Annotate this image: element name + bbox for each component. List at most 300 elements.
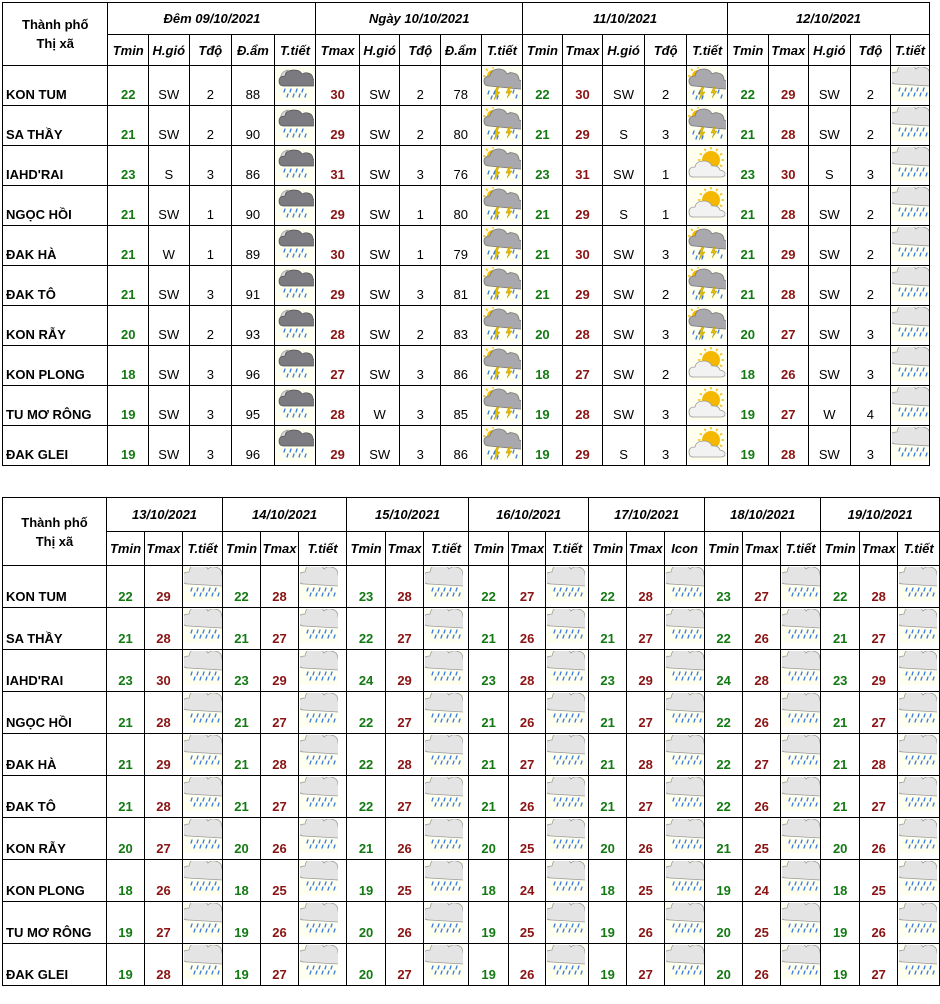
cell-d-am: 89 — [232, 226, 275, 266]
weather-rain-icon — [546, 944, 589, 986]
table-row — [3, 902, 940, 944]
cell-tmin: 23 — [107, 650, 145, 692]
cell-tmax: 27 — [261, 944, 299, 986]
weather-rain-icon — [665, 818, 705, 860]
cell-tdo: 3 — [400, 266, 441, 306]
weather-rain-icon — [665, 608, 705, 650]
cell-h-gio: SW — [603, 306, 645, 346]
cell-h-gio: S — [603, 426, 645, 466]
table-row — [3, 386, 930, 426]
cell-tdo: 2 — [189, 106, 232, 146]
weather-rain-icon — [665, 566, 705, 608]
cell-tmin: 22 — [347, 608, 386, 650]
cell-d-am: 83 — [441, 306, 482, 346]
cell-tmax: 30 — [562, 66, 603, 106]
cell-d-am: 86 — [232, 146, 275, 186]
cell-tmax: 28 — [768, 426, 809, 466]
cell-tdo: 3 — [189, 266, 232, 306]
city-name: ĐAK GLEI — [3, 944, 107, 986]
weather-rain-icon — [424, 734, 469, 776]
weather-rain-icon — [665, 902, 705, 944]
cell-h-gio: SW — [603, 66, 645, 106]
cell-tdo: 1 — [400, 226, 441, 266]
cell-tdo: 3 — [189, 426, 232, 466]
cell-tmin: 24 — [347, 650, 386, 692]
cell-tmin: 19 — [108, 386, 149, 426]
weather-rain-icon — [898, 566, 940, 608]
cell-tmax: 27 — [261, 776, 299, 818]
weather-night-rain-icon — [274, 346, 316, 386]
city-header-line: Thành phố — [22, 17, 89, 32]
table-row — [3, 186, 930, 226]
cell-tmin: 21 — [223, 608, 261, 650]
cell-h-gio: SW — [359, 306, 400, 346]
cell-tmax: 27 — [627, 692, 665, 734]
cell-tdo: 2 — [850, 106, 891, 146]
cell-d-am: 90 — [232, 186, 275, 226]
weather-night-rain-icon — [274, 106, 316, 146]
cell-tmax: 26 — [860, 818, 898, 860]
cell-tmax: 26 — [743, 776, 781, 818]
cell-tmax: 26 — [509, 692, 546, 734]
cell-tmin: 21 — [107, 734, 145, 776]
cell-tmin: 19 — [705, 860, 743, 902]
cell-tmax: 29 — [316, 186, 360, 226]
cell-tmax: 26 — [261, 818, 299, 860]
city-header-line: Thị xã — [35, 533, 74, 549]
cell-tdo: 3 — [400, 386, 441, 426]
weather-rain-icon — [424, 650, 469, 692]
cell-tmin: 19 — [821, 902, 860, 944]
cell-tmin: 21 — [821, 608, 860, 650]
table-row — [3, 146, 930, 186]
cell-tmin: 20 — [727, 306, 768, 346]
cell-tdo: 1 — [189, 226, 232, 266]
cell-tdo: 2 — [850, 266, 891, 306]
weather-rain-icon — [424, 692, 469, 734]
date-header: 17/10/2021 — [589, 498, 705, 532]
date-header: 19/10/2021 — [821, 498, 940, 532]
weather-rain-icon — [299, 734, 347, 776]
cell-tmin: 22 — [523, 66, 563, 106]
cell-tmax: 27 — [627, 608, 665, 650]
cell-tmax: 28 — [145, 692, 183, 734]
cell-tmin: 21 — [523, 106, 563, 146]
cell-tmin: 21 — [589, 692, 627, 734]
cell-tmax: 29 — [768, 66, 809, 106]
cell-tmax: 25 — [386, 860, 424, 902]
weather-rain-icon — [183, 650, 223, 692]
weather-rain-icon — [546, 734, 589, 776]
weather-rain-icon — [546, 776, 589, 818]
weather-rain-icon — [781, 944, 821, 986]
column-header-tmax: Tmax — [316, 35, 360, 66]
cell-tmax: 26 — [768, 346, 809, 386]
weather-rain-icon — [891, 266, 930, 306]
cell-h-gio: SW — [809, 106, 851, 146]
weather-rain-icon — [665, 650, 705, 692]
column-header-tmax: Tmax — [562, 35, 603, 66]
cell-tmax: 26 — [743, 608, 781, 650]
cell-tmin: 21 — [727, 106, 768, 146]
city-name: ĐAK TÔ — [3, 266, 108, 306]
city-name: IAHD'RAI — [3, 650, 107, 692]
weather-thunderstorm-icon — [481, 146, 523, 186]
cell-tmax: 29 — [261, 650, 299, 692]
city-name: ĐAK HÀ — [3, 226, 108, 266]
weather-rain-icon — [546, 566, 589, 608]
cell-tmin: 22 — [705, 776, 743, 818]
weather-rain-icon — [299, 902, 347, 944]
column-header-h-gio: H.gió — [149, 35, 190, 66]
cell-tdo: 3 — [400, 426, 441, 466]
cell-tmax: 26 — [386, 902, 424, 944]
cell-tdo: 2 — [644, 66, 687, 106]
column-header-tmax: Tmax — [509, 532, 546, 566]
weather-rain-icon — [546, 860, 589, 902]
cell-d-am: 96 — [232, 346, 275, 386]
cell-tmax: 28 — [316, 306, 360, 346]
cell-tmax: 26 — [261, 902, 299, 944]
weather-rain-icon — [781, 776, 821, 818]
cell-tmin: 21 — [107, 776, 145, 818]
cell-tdo: 3 — [189, 146, 232, 186]
cell-h-gio: SW — [149, 346, 190, 386]
cell-tdo: 2 — [850, 226, 891, 266]
cell-h-gio: SW — [603, 386, 645, 426]
weather-rain-icon — [299, 650, 347, 692]
weather-rain-icon — [781, 650, 821, 692]
city-name: KON RẪY — [3, 818, 107, 860]
cell-tmin: 21 — [108, 266, 149, 306]
date-header: Đêm 09/10/2021 — [108, 3, 316, 35]
weather-rain-icon — [898, 650, 940, 692]
cell-tmax: 25 — [509, 818, 546, 860]
cell-tmin: 22 — [589, 566, 627, 608]
cell-tmin: 20 — [523, 306, 563, 346]
cell-tmax: 28 — [860, 734, 898, 776]
column-header-tmax: Tmax — [768, 35, 809, 66]
cell-tmax: 30 — [316, 226, 360, 266]
cell-h-gio: SW — [149, 386, 190, 426]
table-row — [3, 426, 930, 466]
cell-h-gio: S — [603, 186, 645, 226]
cell-tmin: 21 — [821, 734, 860, 776]
cell-tmax: 29 — [562, 266, 603, 306]
weather-sun-cloud-icon — [687, 386, 728, 426]
cell-tmax: 28 — [768, 106, 809, 146]
cell-h-gio: SW — [809, 346, 851, 386]
cell-d-am: 88 — [232, 66, 275, 106]
cell-tmax: 28 — [261, 734, 299, 776]
table-row — [3, 106, 930, 146]
cell-d-am: 91 — [232, 266, 275, 306]
weather-rain-icon — [891, 186, 930, 226]
cell-tmin: 21 — [107, 608, 145, 650]
cell-tmin: 18 — [107, 860, 145, 902]
weather-rain-icon — [781, 692, 821, 734]
cell-tdo: 1 — [400, 186, 441, 226]
cell-tmin: 23 — [469, 650, 509, 692]
date-header: 11/10/2021 — [523, 3, 728, 35]
cell-tmax: 27 — [386, 776, 424, 818]
cell-tmax: 27 — [386, 692, 424, 734]
cell-tmax: 25 — [860, 860, 898, 902]
cell-tdo: 3 — [644, 226, 687, 266]
date-header: 16/10/2021 — [469, 498, 589, 532]
cell-tmax: 27 — [768, 306, 809, 346]
cell-tmin: 22 — [705, 692, 743, 734]
cell-tmax: 29 — [316, 426, 360, 466]
weather-rain-icon — [546, 608, 589, 650]
cell-tdo: 2 — [644, 266, 687, 306]
weather-rain-icon — [898, 608, 940, 650]
cell-tmin: 22 — [108, 66, 149, 106]
weather-rain-icon — [546, 818, 589, 860]
cell-tmin: 21 — [469, 776, 509, 818]
cell-d-am: 78 — [441, 66, 482, 106]
cell-h-gio: S — [603, 106, 645, 146]
cell-tmin: 21 — [347, 818, 386, 860]
cell-tmin: 22 — [223, 566, 261, 608]
cell-tdo: 2 — [189, 66, 232, 106]
weather-rain-icon — [781, 902, 821, 944]
column-header-tmax: Tmax — [386, 532, 424, 566]
cell-h-gio: SW — [809, 426, 851, 466]
weather-rain-icon — [665, 692, 705, 734]
column-header-tmax: Tmax — [743, 532, 781, 566]
weather-rain-icon — [424, 818, 469, 860]
weather-rain-icon — [665, 776, 705, 818]
column-header-tdo: Tđộ — [189, 35, 232, 66]
weather-rain-icon — [183, 860, 223, 902]
cell-tmax: 28 — [386, 734, 424, 776]
cell-tmin: 21 — [469, 608, 509, 650]
cell-h-gio: SW — [603, 146, 645, 186]
cell-tmin: 21 — [523, 226, 563, 266]
cell-h-gio: SW — [359, 186, 400, 226]
column-header-t-tiet: T.tiết — [891, 35, 930, 66]
column-header-tmin: Tmin — [821, 532, 860, 566]
cell-tmax: 28 — [261, 566, 299, 608]
column-header-d-am: Đ.ẩm — [441, 35, 482, 66]
cell-tmax: 29 — [316, 106, 360, 146]
cell-tmax: 25 — [627, 860, 665, 902]
cell-tdo: 3 — [400, 146, 441, 186]
weather-rain-icon — [898, 734, 940, 776]
weather-rain-icon — [299, 608, 347, 650]
cell-tmax: 28 — [509, 650, 546, 692]
date-header: Ngày 10/10/2021 — [316, 3, 523, 35]
cell-tmin: 21 — [523, 186, 563, 226]
weather-rain-icon — [898, 776, 940, 818]
cell-tmax: 26 — [145, 860, 183, 902]
cell-tmax: 28 — [627, 734, 665, 776]
cell-tmax: 29 — [562, 426, 603, 466]
weather-rain-icon — [299, 776, 347, 818]
cell-tmin: 21 — [469, 692, 509, 734]
cell-tmax: 25 — [743, 818, 781, 860]
weather-rain-icon — [898, 860, 940, 902]
forecast-table-near-term — [2, 2, 930, 466]
cell-tmin: 18 — [821, 860, 860, 902]
city-name: KON PLONG — [3, 860, 107, 902]
column-header-tmax: Tmax — [860, 532, 898, 566]
cell-tmax: 29 — [316, 266, 360, 306]
cell-tmax: 27 — [743, 734, 781, 776]
column-header-tdo: Tđộ — [850, 35, 891, 66]
weather-thunderstorm-icon — [481, 426, 523, 466]
cell-tmin: 20 — [705, 944, 743, 986]
column-header-t-tiet: T.tiết — [781, 532, 821, 566]
weather-thunderstorm-icon — [481, 306, 523, 346]
cell-tmin: 21 — [107, 692, 145, 734]
weather-night-rain-icon — [274, 146, 316, 186]
cell-tmin: 23 — [108, 146, 149, 186]
cell-tdo: 2 — [644, 346, 687, 386]
table-row — [3, 944, 940, 986]
cell-tmax: 30 — [768, 146, 809, 186]
cell-tdo: 4 — [850, 386, 891, 426]
weather-rain-icon — [891, 146, 930, 186]
cell-tmin: 22 — [347, 734, 386, 776]
cell-tdo: 3 — [644, 426, 687, 466]
cell-d-am: 86 — [441, 426, 482, 466]
weather-rain-icon — [781, 566, 821, 608]
column-header-t-tiet: T.tiết — [183, 532, 223, 566]
cell-tmin: 22 — [727, 66, 768, 106]
weather-rain-icon — [424, 902, 469, 944]
weather-thunderstorm-icon — [481, 106, 523, 146]
table-row — [3, 608, 940, 650]
cell-tmin: 23 — [705, 566, 743, 608]
weather-sun-cloud-icon — [687, 426, 728, 466]
table-row — [3, 860, 940, 902]
cell-h-gio: SW — [149, 186, 190, 226]
cell-d-am: 96 — [232, 426, 275, 466]
cell-tmax: 26 — [743, 692, 781, 734]
weather-sun-cloud-icon — [687, 146, 728, 186]
cell-tmax: 29 — [386, 650, 424, 692]
city-name: IAHD'RAI — [3, 146, 108, 186]
cell-tmin: 23 — [223, 650, 261, 692]
column-header-tmin: Tmin — [107, 532, 145, 566]
column-header-tmin: Tmin — [347, 532, 386, 566]
weather-thunderstorm-icon — [481, 226, 523, 266]
cell-tdo: 3 — [189, 386, 232, 426]
cell-h-gio: SW — [603, 226, 645, 266]
cell-tmax: 26 — [627, 818, 665, 860]
table-row — [3, 692, 940, 734]
weather-rain-icon — [424, 776, 469, 818]
weather-sun-cloud-icon — [687, 346, 728, 386]
cell-tmax: 27 — [562, 346, 603, 386]
cell-tmin: 21 — [727, 186, 768, 226]
weather-rain-icon — [299, 944, 347, 986]
cell-h-gio: SW — [809, 306, 851, 346]
weather-rain-icon — [891, 386, 930, 426]
cell-tmax: 26 — [386, 818, 424, 860]
cell-tmax: 26 — [509, 776, 546, 818]
weather-night-rain-icon — [274, 306, 316, 346]
weather-rain-icon — [424, 860, 469, 902]
cell-tmin: 20 — [223, 818, 261, 860]
cell-tmax: 28 — [316, 386, 360, 426]
cell-tmin: 18 — [727, 346, 768, 386]
weather-rain-icon — [299, 566, 347, 608]
cell-h-gio: SW — [603, 346, 645, 386]
cell-tmax: 24 — [509, 860, 546, 902]
cell-tdo: 2 — [400, 106, 441, 146]
cell-tmin: 21 — [589, 776, 627, 818]
weather-thunderstorm-icon — [687, 306, 728, 346]
cell-tmax: 29 — [768, 226, 809, 266]
cell-tmin: 21 — [727, 226, 768, 266]
weather-rain-icon — [546, 902, 589, 944]
cell-h-gio: SW — [809, 66, 851, 106]
cell-tdo: 3 — [850, 346, 891, 386]
cell-h-gio: W — [359, 386, 400, 426]
cell-d-am: 81 — [441, 266, 482, 306]
cell-d-am: 86 — [441, 346, 482, 386]
cell-tmin: 21 — [108, 226, 149, 266]
column-header-tmax: Tmax — [261, 532, 299, 566]
column-header-t-tiet: T.tiết — [687, 35, 728, 66]
weather-night-rain-icon — [274, 186, 316, 226]
cell-h-gio: SW — [359, 66, 400, 106]
weather-rain-icon — [299, 860, 347, 902]
cell-tmin: 21 — [469, 734, 509, 776]
cell-tmin: 20 — [821, 818, 860, 860]
cell-tmin: 20 — [469, 818, 509, 860]
cell-tdo: 2 — [850, 66, 891, 106]
column-header-tmin: Tmin — [223, 532, 261, 566]
weather-rain-icon — [665, 944, 705, 986]
cell-tmin: 18 — [523, 346, 563, 386]
weather-rain-icon — [183, 566, 223, 608]
cell-h-gio: SW — [149, 66, 190, 106]
cell-tmax: 27 — [860, 944, 898, 986]
cell-tmax: 25 — [743, 902, 781, 944]
cell-d-am: 80 — [441, 106, 482, 146]
column-header-tdo: Tđộ — [644, 35, 687, 66]
cell-tmin: 19 — [223, 902, 261, 944]
column-header-t-tiet: T.tiết — [546, 532, 589, 566]
table-row — [3, 776, 940, 818]
cell-tdo: 3 — [850, 306, 891, 346]
table-row — [3, 650, 940, 692]
weather-rain-icon — [898, 818, 940, 860]
weather-rain-icon — [183, 902, 223, 944]
cell-tmax: 27 — [627, 776, 665, 818]
weather-rain-icon — [424, 608, 469, 650]
cell-tmin: 21 — [108, 186, 149, 226]
city-name: SA THẦY — [3, 106, 108, 146]
cell-tmin: 23 — [821, 650, 860, 692]
cell-d-am: 80 — [441, 186, 482, 226]
cell-tmin: 21 — [108, 106, 149, 146]
cell-tdo: 2 — [189, 306, 232, 346]
cell-tmin: 21 — [223, 776, 261, 818]
weather-rain-icon — [665, 734, 705, 776]
cell-d-am: 93 — [232, 306, 275, 346]
table-row — [3, 66, 930, 106]
cell-tdo: 3 — [850, 426, 891, 466]
weather-rain-icon — [891, 226, 930, 266]
column-header-t-tiet: T.tiết — [898, 532, 940, 566]
cell-tmin: 19 — [347, 860, 386, 902]
cell-tmin: 19 — [469, 902, 509, 944]
